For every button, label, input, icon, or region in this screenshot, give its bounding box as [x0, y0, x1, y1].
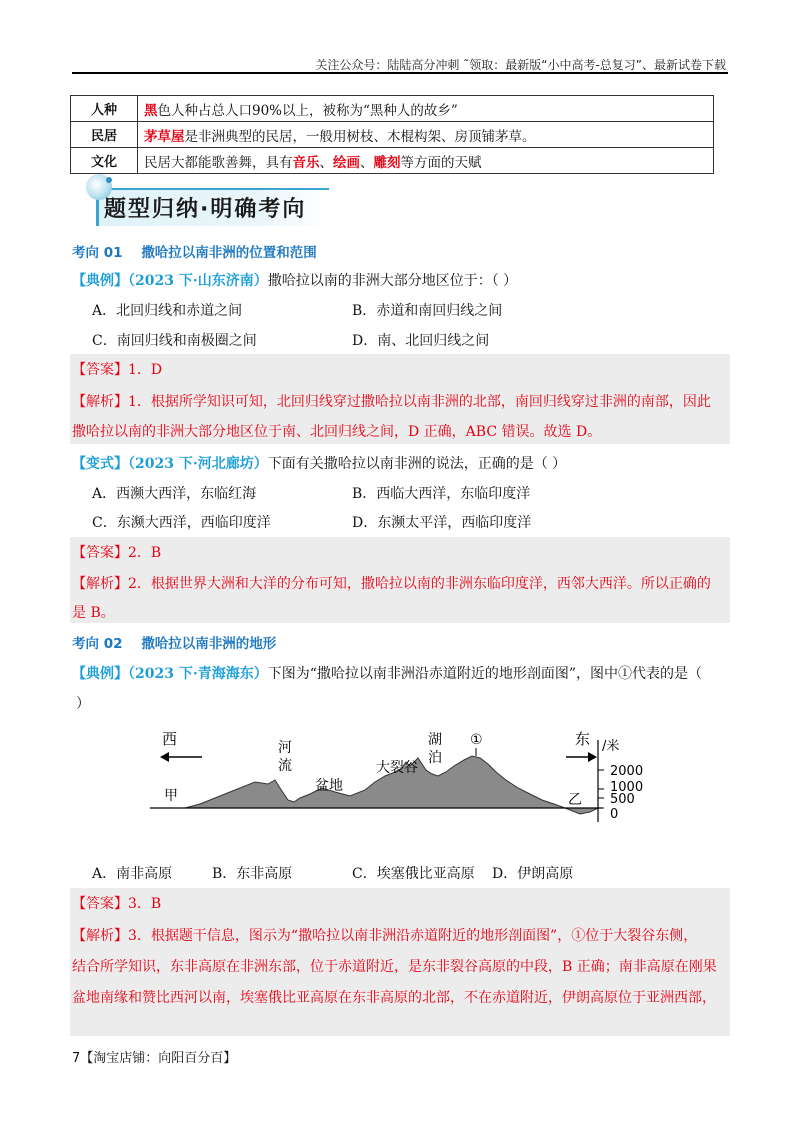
q2-option-a: A．西濒大西洋，东临红海 — [92, 486, 257, 502]
info-row-content — [138, 122, 714, 148]
q2-option-c: C．东濒大西洋，西临印度洋 — [92, 515, 271, 531]
q2-stem — [72, 453, 566, 473]
topic-2-label: 考向 02 — [72, 636, 123, 652]
body-text: 、 — [360, 154, 374, 171]
highlight-text: 绘画 — [333, 154, 360, 171]
tick-1000: 1000 — [610, 780, 644, 795]
rift-label: 大裂谷 — [376, 760, 418, 776]
info-row-heading: 文化 — [71, 148, 138, 174]
topic-2-heading — [72, 632, 276, 652]
q3-stem-close: ） — [76, 696, 90, 712]
q3-analysis-line-1: 【解析】3．根据题干信息，图示为“撒哈拉以南非洲沿赤道附近的地形剖面图”，①位于大裂谷东侧， — [72, 928, 698, 944]
body-text: 色人种占总人口90%以上，被称为“黑种人的故乡” — [157, 102, 458, 119]
terrain-profile-figure — [150, 722, 650, 832]
body-text: 民居大都能歌善舞，具有 — [144, 154, 293, 171]
q3-stem-text: 下图为“撒哈拉以南非洲沿赤道附近的地形剖面图”，图中①代表的是（ — [267, 666, 703, 682]
q1-stem-text: 撒哈拉以南的非洲大部分地区位于：（ ） — [267, 273, 518, 289]
info-row-content — [138, 148, 714, 174]
east-label: 东 — [575, 730, 591, 748]
end-label: 乙 — [568, 792, 582, 808]
topic-1-heading — [72, 241, 317, 261]
lake-label-1: 湖 — [428, 732, 442, 748]
body-text: 等方面的天赋 — [400, 154, 482, 171]
q1-option-d: D．南、北回归线之间 — [352, 333, 490, 349]
tick-0: 0 — [610, 807, 619, 822]
start-label: 甲 — [164, 788, 178, 804]
west-label: 西 — [162, 730, 178, 748]
q2-option-b: B．西临大西洋，东临印度洋 — [352, 486, 531, 502]
river-label-1: 河 — [278, 740, 292, 756]
body-text: 是非洲典型的民居，一般用树枝、木棍构架、房顶铺茅草。 — [184, 128, 536, 145]
banner-dot-icon — [106, 177, 112, 183]
q3-answer: 【答案】3．B — [72, 896, 162, 912]
page-footer: 7【淘宝店铺：向阳百分百】 — [72, 1051, 237, 1066]
west-arrow-icon — [160, 752, 202, 762]
q3-option-a: A．南非高原 — [92, 866, 173, 882]
q1-source: （2023 下·山东济南） — [128, 273, 268, 289]
q3-option-c: C．埃塞俄比亚高原 — [352, 866, 475, 882]
q3-option-d: D．伊朗高原 — [492, 866, 574, 882]
q3-option-b: B．东非高原 — [212, 866, 293, 882]
topic-1-label: 考向 01 — [72, 245, 123, 261]
q1-analysis-line-2: 撒哈拉以南的非洲大部分地区位于南、北回归线之间，D 正确，ABC 错误。故选 D。 — [72, 424, 602, 440]
q2-stem-text: 下面有关撒哈拉以南非洲的说法，正确的是（ ） — [267, 456, 567, 472]
q1-option-a: A．北回归线和赤道之间 — [92, 303, 243, 319]
info-row-heading: 人种 — [71, 96, 138, 122]
q1-answer: 【答案】1．D — [72, 362, 163, 378]
marker-label: ① — [470, 732, 483, 748]
info-row — [71, 148, 714, 174]
africa-info-table — [70, 95, 714, 174]
q3-stem — [72, 663, 702, 683]
lake-label-2: 泊 — [428, 750, 442, 766]
tick-2000: 2000 — [610, 764, 644, 779]
q1-option-c: C．南回归线和南极圈之间 — [92, 333, 257, 349]
basin-label: 盆地 — [315, 778, 343, 794]
highlight-text: 音乐 — [292, 154, 320, 171]
page-header-text: 关注公众号：陆陆高分冲刺 ˜领取：最新版“小中高考-总复习”、最新试卷下载 — [315, 58, 726, 72]
topic-2-title: 撒哈拉以南非洲的地形 — [141, 636, 277, 652]
east-arrow-icon — [566, 752, 597, 762]
q1-analysis-line-1: 【解析】1．根据所学知识可知，北回归线穿过撒哈拉以南非洲的北部，南回归线穿过非洲的南部，因此 — [72, 394, 711, 410]
q2-analysis-line-1: 【解析】2．根据世界大洲和大洋的分布可知，撒哈拉以南的非洲东临印度洋，西邻大西洋。所以正确的 — [72, 576, 711, 592]
highlight-text: 黑 — [144, 102, 158, 119]
section-banner — [86, 174, 342, 230]
info-row — [71, 122, 714, 148]
header-rule — [72, 72, 728, 74]
q1-stem — [72, 270, 517, 290]
q3-analysis-line-3: 盆地南缘和赞比西河以南，埃塞俄比亚高原在东非高原的北部，不在赤道附近，伊朗高原位于亚洲西部， — [72, 990, 716, 1006]
topic-1-title: 撒哈拉以南非洲的位置和范围 — [141, 245, 317, 261]
q2-analysis-line-2: 是 B。 — [72, 605, 115, 621]
body-text: 、 — [319, 154, 333, 171]
highlight-text: 雕刻 — [373, 154, 401, 171]
q3-source: （2023 下·青海海东） — [128, 666, 268, 682]
q2-tag: 【变式】 — [72, 456, 128, 472]
info-row-heading: 民居 — [71, 122, 138, 148]
q2-option-d: D．东濒太平洋，西临印度洋 — [352, 515, 532, 531]
q3-tag: 【典例】 — [72, 666, 128, 682]
tick-500: 500 — [610, 792, 635, 807]
q3-analysis-line-2: 结合所学知识，东非高原在非洲东部，位于赤道附近，是东非裂谷高原的中段，B 正确；南非高原在刚果 — [72, 959, 717, 975]
banner-title: 题型归纳·明确考向 — [104, 197, 307, 222]
highlight-text: 茅草屋 — [144, 128, 185, 145]
river-label-2: 流 — [278, 758, 292, 774]
info-row — [71, 96, 714, 122]
q1-tag: 【典例】 — [72, 273, 128, 289]
q2-answer: 【答案】2．B — [72, 545, 162, 561]
q2-source: （2023 下·河北廊坊） — [128, 456, 268, 472]
info-row-content — [138, 96, 714, 122]
q1-option-b: B．赤道和南回归线之间 — [352, 303, 503, 319]
elevation-unit: /米 — [602, 739, 620, 754]
